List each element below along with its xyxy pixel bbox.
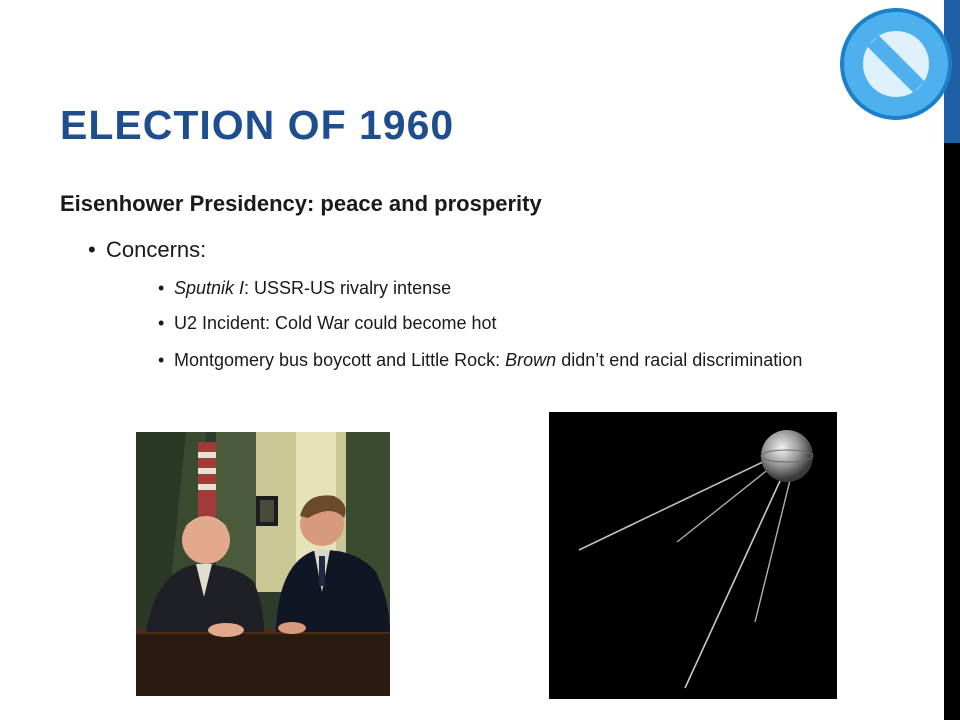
u2-text: U2 Incident: Cold War could become hot	[174, 313, 497, 333]
bullet-u2: • U2 Incident: Cold War could become hot	[158, 313, 497, 333]
bullet-concerns-text: Concerns:	[106, 237, 207, 262]
subtitle: Eisenhower Presidency: peace and prosperity	[60, 191, 542, 216]
brown-case-name: Brown	[505, 350, 557, 370]
montgomery-text-a: Montgomery bus boycott and Little Rock:	[174, 350, 506, 370]
page-title: ELECTION OF 1960	[60, 102, 455, 148]
bullet-montgomery: • Montgomery bus boycott and Little Rock: Brown didn’t end racial discrimination	[158, 350, 803, 370]
bullet-sputnik: • Sputnik I: USSR-US rivalry intense	[158, 278, 452, 298]
sputnik-name: Sputnik I	[174, 278, 245, 298]
montgomery-text-b: didn’t end racial discrimination	[556, 350, 803, 370]
no-entry-icon[interactable]	[838, 6, 954, 122]
bullet-concerns: • Concerns:	[88, 237, 207, 262]
sputnik-text: : USSR-US rivalry intense	[244, 278, 452, 298]
eisenhower-kennedy-photo	[136, 432, 390, 696]
sputnik-photo	[549, 412, 837, 699]
